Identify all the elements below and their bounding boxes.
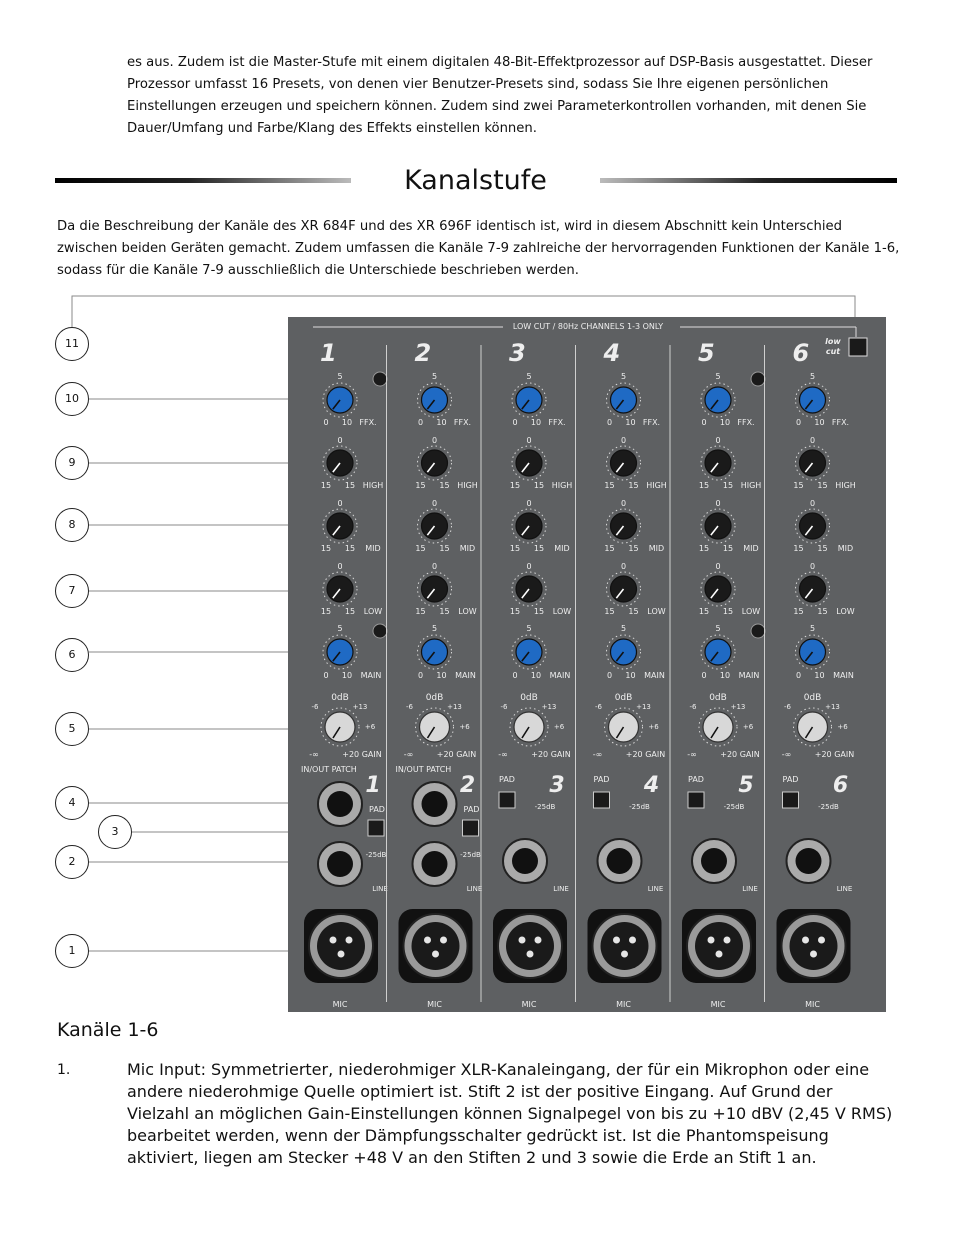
- callout-3: 3: [98, 815, 132, 849]
- ch5-xlr-socket: [695, 922, 743, 970]
- ch1-low-min-label: 15: [320, 607, 332, 616]
- ch6-line-jack: [796, 848, 822, 874]
- ch5-gain-min-label: -∞: [687, 750, 697, 759]
- ch6-high-min-label: 15: [793, 481, 804, 490]
- ch6-xlr-pin-2: [818, 937, 825, 944]
- ch1-pad-button: [368, 820, 384, 836]
- callout-8: 8: [55, 508, 89, 542]
- ch5-high-min-label: 15: [698, 481, 710, 490]
- ch1-high-zero-label: 0: [337, 436, 343, 445]
- ch3-high-label: HIGH: [551, 481, 573, 490]
- ch5-low-label: LOW: [741, 607, 761, 616]
- ch6-high-max-label: 15: [817, 481, 828, 490]
- ch5-xlr-pin-1: [708, 937, 715, 944]
- ch4-mid-label: MID: [648, 544, 665, 553]
- ch3-fx-max-label: 10: [530, 418, 542, 427]
- ch3-mid-max-label: 15: [533, 544, 545, 553]
- ch1-mic-label: MIC: [332, 1000, 348, 1009]
- section-title: Kanalstufe: [404, 165, 547, 196]
- ch1-main-mid-label: 5: [337, 624, 343, 633]
- ch6-fx-max-label: 10: [814, 418, 825, 427]
- ch2-mid-min-label: 15: [415, 544, 426, 553]
- callout-4: 4: [55, 786, 89, 820]
- ch6-mid-min-label: 15: [793, 544, 804, 553]
- ch5-xlr-pin-2: [724, 937, 731, 944]
- ch5-number-lower: 5: [738, 773, 754, 798]
- ch6-fx-mid-label: 5: [809, 372, 816, 381]
- ch4-high-zero-label: 0: [620, 436, 627, 445]
- ch2-xlr-socket: [412, 922, 460, 970]
- ch5-mic-label: MIC: [710, 1000, 726, 1009]
- ch2-gain-plus6-label: +6: [459, 723, 470, 731]
- ch3-low-label: LOW: [552, 607, 572, 616]
- callout-10: 10: [55, 382, 89, 416]
- ch2-gain-zero-label: 0dB: [425, 693, 444, 703]
- ch4-gain-zero-label: 0dB: [614, 693, 633, 703]
- ch3-high-max-label: 15: [533, 481, 545, 490]
- ch2-line-label: LINE: [466, 885, 483, 893]
- ch1-line-label: LINE: [372, 885, 388, 893]
- ch6-high-label: HIGH: [835, 481, 856, 490]
- ch3-gain-plus13-label: +13: [541, 703, 557, 711]
- callout-7: 7: [55, 574, 89, 608]
- lowcut-label-1: low: [825, 337, 841, 346]
- ch1-screw: [373, 372, 387, 386]
- ch6-fx-min-label: 0: [795, 418, 802, 427]
- ch4-main-mid-label: 5: [620, 624, 627, 633]
- ch2-gain-min-label: -∞: [403, 750, 414, 759]
- ch5-main-label: MAIN: [738, 671, 760, 680]
- list-item-text: Mic Input: Symmetrierter, niederohmiger XLR-Kanaleingang, der für ein Mikrophon oder eine andere niederohmige Quelle optimiert ist. Stift 2 ist der positive Eingang. Auf Grund der Vielzahl an möglichen Gain-Einstellungen können Signalpegel von bis zu +10 dBV (2,45 V RMS) bearbeitet werden, wenn der Dämpfungsschalter gedrückt ist. Ist die Phantomspeisung aktiviert, liegen am Stecker +48 V an den Stiften 2 und 3 sowie die Erde an Stift 1 an.: [127, 1060, 893, 1167]
- ch4-gain-min-label: -∞: [592, 750, 603, 759]
- ch2-gain-minus-label: -6: [406, 703, 413, 711]
- ch4-xlr-pin-1: [613, 937, 620, 944]
- ch6-pad-button: [783, 792, 799, 808]
- ch3-number: 3: [509, 339, 526, 367]
- ch4-xlr-socket: [601, 922, 649, 970]
- ch3-xlr-pin-1: [519, 937, 526, 944]
- ch4-fx-label: FFX.: [642, 418, 661, 427]
- ch6-mic-label: MIC: [805, 1000, 820, 1009]
- ch2-main-label: MAIN: [455, 671, 476, 680]
- ch6-pad-value: -25dB: [818, 803, 839, 811]
- ch2-line-jack: [422, 851, 448, 877]
- ch3-fx-mid-label: 5: [526, 372, 532, 381]
- ch1-low-max-label: 15: [344, 607, 356, 616]
- ch1-mid-max-label: 15: [344, 544, 356, 553]
- ch4-fx-max-label: 10: [625, 418, 636, 427]
- ch3-gain-plus6-label: +6: [553, 723, 565, 731]
- lowcut-button: [849, 338, 867, 356]
- ch2-pad-value: -25dB: [460, 851, 481, 859]
- ch5-mid-zero-label: 0: [715, 499, 721, 508]
- ch2-pad-button: [463, 820, 479, 836]
- lowcut-top-label: LOW CUT / 80Hz CHANNELS 1-3 ONLY: [512, 322, 664, 331]
- section-text: Da die Beschreibung der Kanäle des XR 684F und des XR 696F identisch ist, wird in diesem Abschnitt kein Unterschied zwischen beiden Geräten gemacht. Zudem umfassen die Kanäle 7-9 zahlreiche der hervorragenden Funktionen der Kanäle 1-6, sodass für die Kanäle 7-9 ausschließlich die Unterschiede beschrieben werden.: [57, 219, 900, 278]
- ch3-low-zero-label: 0: [526, 562, 532, 571]
- ch2-gain-plus13-label: +13: [447, 703, 462, 711]
- ch2-mic-label: MIC: [427, 1000, 442, 1009]
- ch4-line-jack: [607, 848, 633, 874]
- callout-2: 2: [55, 845, 89, 879]
- callout-6: 6: [55, 638, 89, 672]
- ch1-high-max-label: 15: [344, 481, 356, 490]
- callout-9: 9: [55, 446, 89, 480]
- ch3-pad-button: [499, 792, 515, 808]
- ch6-low-min-label: 15: [793, 607, 804, 616]
- ch1-number: 1: [320, 339, 337, 367]
- ch1-fx-min-label: 0: [323, 418, 329, 427]
- ch1-pad-label: PAD: [369, 805, 385, 814]
- ch5-screw-2: [751, 624, 765, 638]
- ch3-fx-label: FFX.: [548, 418, 566, 427]
- ch5-line-jack: [701, 848, 727, 874]
- ch6-high-zero-label: 0: [809, 436, 816, 445]
- ch4-high-label: HIGH: [646, 481, 667, 490]
- ch3-low-min-label: 15: [509, 607, 521, 616]
- ch2-fx-label: FFX.: [453, 418, 472, 427]
- ch2-low-max-label: 15: [439, 607, 450, 616]
- ch3-xlr-pin-3: [527, 951, 534, 958]
- ch6-mid-zero-label: 0: [809, 499, 816, 508]
- ch2-number-lower: 2: [459, 773, 476, 798]
- callout-5: 5: [55, 712, 89, 746]
- ch5-pad-label: PAD: [688, 775, 704, 784]
- ch4-low-zero-label: 0: [620, 562, 627, 571]
- ch1-line-jack: [327, 851, 353, 877]
- ch2-main-max-label: 10: [436, 671, 447, 680]
- ch3-pad-value: -25dB: [534, 803, 556, 811]
- ch5-high-max-label: 15: [722, 481, 734, 490]
- ch4-low-label: LOW: [647, 607, 666, 616]
- ch6-mid-label: MID: [837, 544, 854, 553]
- ch1-gain-label: +20 GAIN: [342, 750, 382, 759]
- ch4-number-lower: 4: [643, 773, 660, 798]
- ch6-low-max-label: 15: [817, 607, 828, 616]
- ch5-pad-value: -25dB: [723, 803, 745, 811]
- ch6-line-label: LINE: [836, 885, 853, 893]
- ch3-main-mid-label: 5: [526, 624, 532, 633]
- ch2-number: 2: [414, 339, 432, 367]
- ch3-mid-zero-label: 0: [526, 499, 532, 508]
- ch1-main-min-label: 0: [323, 671, 329, 680]
- ch6-gain-label: +20 GAIN: [814, 750, 855, 759]
- ch1-main-max-label: 10: [341, 671, 353, 680]
- ch3-mid-min-label: 15: [509, 544, 521, 553]
- ch3-xlr-socket: [506, 922, 554, 970]
- ch1-mid-label: MID: [365, 544, 381, 553]
- ch6-fx-label: FFX.: [831, 418, 850, 427]
- ch5-main-min-label: 0: [701, 671, 707, 680]
- ch4-main-label: MAIN: [644, 671, 665, 680]
- ch2-pad-label: PAD: [463, 805, 480, 814]
- ch2-mid-max-label: 15: [439, 544, 450, 553]
- ch1-mid-min-label: 15: [320, 544, 332, 553]
- ch6-low-label: LOW: [836, 607, 855, 616]
- ch1-gain-plus13-label: +13: [352, 703, 368, 711]
- ch5-mid-max-label: 15: [722, 544, 734, 553]
- ch2-low-zero-label: 0: [431, 562, 438, 571]
- channel-strip-panel: [288, 317, 886, 1012]
- ch3-gain-label: +20 GAIN: [531, 750, 571, 759]
- ch5-fx-mid-label: 5: [715, 372, 721, 381]
- ch4-mid-zero-label: 0: [620, 499, 627, 508]
- ch5-number: 5: [698, 339, 715, 367]
- ch1-number-lower: 1: [365, 773, 381, 798]
- subsection-title: Kanäle 1-6: [57, 1019, 159, 1041]
- ch5-fx-max-label: 10: [719, 418, 731, 427]
- ch1-mid-zero-label: 0: [337, 499, 343, 508]
- ch1-gain-plus6-label: +6: [364, 723, 376, 731]
- ch6-low-zero-label: 0: [809, 562, 816, 571]
- lowcut-label-2: cut: [825, 347, 841, 356]
- ch4-pad-value: -25dB: [629, 803, 650, 811]
- ch4-fx-min-label: 0: [606, 418, 613, 427]
- ch1-xlr-pin-2: [346, 937, 353, 944]
- ch4-main-max-label: 10: [625, 671, 636, 680]
- ch3-high-min-label: 15: [509, 481, 521, 490]
- ch5-low-zero-label: 0: [715, 562, 721, 571]
- callout-1: 1: [55, 934, 89, 968]
- ch5-main-mid-label: 5: [715, 624, 721, 633]
- ch4-gain-label: +20 GAIN: [625, 750, 666, 759]
- ch6-main-max-label: 10: [814, 671, 825, 680]
- ch1-screw-2: [373, 624, 387, 638]
- ch6-main-min-label: 0: [795, 671, 802, 680]
- ch3-gain-minus-label: -6: [500, 703, 508, 711]
- ch2-high-zero-label: 0: [431, 436, 438, 445]
- ch2-mid-label: MID: [459, 544, 476, 553]
- ch4-low-min-label: 15: [604, 607, 615, 616]
- ch1-main-label: MAIN: [360, 671, 382, 680]
- ch6-xlr-pin-3: [810, 951, 817, 958]
- ch3-gain-min-label: -∞: [498, 750, 508, 759]
- ch2-main-min-label: 0: [417, 671, 424, 680]
- ch2-low-label: LOW: [458, 607, 477, 616]
- list-item-number: 1.: [57, 1062, 71, 1078]
- ch4-pad-button: [594, 792, 610, 808]
- ch5-mid-min-label: 15: [698, 544, 710, 553]
- ch5-gain-plus6-label: +6: [742, 723, 754, 731]
- ch3-mic-label: MIC: [521, 1000, 537, 1009]
- ch4-low-max-label: 15: [628, 607, 639, 616]
- ch2-high-max-label: 15: [439, 481, 450, 490]
- ch6-gain-plus13-label: +13: [825, 703, 840, 711]
- ch1-low-label: LOW: [363, 607, 383, 616]
- ch1-low-zero-label: 0: [337, 562, 343, 571]
- ch3-gain-zero-label: 0dB: [520, 693, 538, 703]
- ch6-gain-zero-label: 0dB: [803, 693, 822, 703]
- ch2-patch-label: IN/OUT PATCH: [395, 765, 452, 774]
- ch4-mid-min-label: 15: [604, 544, 615, 553]
- ch4-gain-minus-label: -6: [595, 703, 602, 711]
- ch4-fx-mid-label: 5: [620, 372, 627, 381]
- ch3-pad-label: PAD: [499, 775, 515, 784]
- ch6-xlr-pin-1: [802, 937, 809, 944]
- ch1-high-min-label: 15: [320, 481, 332, 490]
- ch3-line-jack: [512, 848, 538, 874]
- ch2-xlr-pin-1: [424, 937, 431, 944]
- ch5-gain-minus-label: -6: [689, 703, 697, 711]
- ch5-low-min-label: 15: [698, 607, 710, 616]
- ch2-fx-mid-label: 5: [431, 372, 438, 381]
- ch5-mid-label: MID: [743, 544, 759, 553]
- ch5-high-label: HIGH: [740, 481, 762, 490]
- ch1-fx-max-label: 10: [341, 418, 353, 427]
- ch6-number-lower: 6: [832, 773, 849, 798]
- ch1-xlr-socket: [317, 922, 365, 970]
- callout-11: 11: [55, 327, 89, 361]
- ch2-high-label: HIGH: [457, 481, 478, 490]
- ch1-xlr-pin-1: [330, 937, 337, 944]
- ch3-number-lower: 3: [549, 773, 565, 798]
- ch4-main-min-label: 0: [606, 671, 613, 680]
- ch5-xlr-pin-3: [716, 951, 723, 958]
- ch3-main-min-label: 0: [512, 671, 518, 680]
- ch2-fx-max-label: 10: [436, 418, 447, 427]
- ch1-gain-min-label: -∞: [309, 750, 319, 759]
- ch3-line-label: LINE: [553, 885, 569, 893]
- ch1-patch-label: IN/OUT PATCH: [301, 765, 357, 774]
- ch4-line-label: LINE: [647, 885, 664, 893]
- ch4-pad-label: PAD: [593, 775, 610, 784]
- ch3-low-max-label: 15: [533, 607, 545, 616]
- ch6-gain-minus-label: -6: [784, 703, 791, 711]
- ch4-high-min-label: 15: [604, 481, 615, 490]
- ch2-fx-min-label: 0: [417, 418, 424, 427]
- ch6-gain-plus6-label: +6: [837, 723, 848, 731]
- ch2-xlr-pin-2: [440, 937, 447, 944]
- ch5-line-label: LINE: [742, 885, 758, 893]
- ch6-main-mid-label: 5: [809, 624, 816, 633]
- ch4-xlr-pin-2: [629, 937, 636, 944]
- ch2-gain-label: +20 GAIN: [436, 750, 477, 759]
- ch6-gain-min-label: -∞: [781, 750, 792, 759]
- ch3-fx-min-label: 0: [512, 418, 518, 427]
- ch2-main-mid-label: 5: [431, 624, 438, 633]
- ch5-screw: [751, 372, 765, 386]
- ch4-gain-plus6-label: +6: [648, 723, 659, 731]
- ch5-gain-zero-label: 0dB: [709, 693, 727, 703]
- ch5-pad-button: [688, 792, 704, 808]
- ch4-gain-plus13-label: +13: [636, 703, 651, 711]
- ch5-fx-label: FFX.: [737, 418, 755, 427]
- ch5-gain-plus13-label: +13: [730, 703, 746, 711]
- ch1-patch-jack: [327, 791, 353, 817]
- ch2-patch-jack: [422, 791, 448, 817]
- ch6-mid-max-label: 15: [817, 544, 828, 553]
- ch3-mid-label: MID: [554, 544, 570, 553]
- ch6-xlr-socket: [790, 922, 838, 970]
- ch1-gain-zero-label: 0dB: [331, 693, 349, 703]
- ch6-pad-label: PAD: [782, 775, 799, 784]
- ch4-xlr-pin-3: [621, 951, 628, 958]
- ch6-number: 6: [792, 339, 810, 367]
- ch5-low-max-label: 15: [722, 607, 734, 616]
- ch1-high-label: HIGH: [362, 481, 384, 490]
- ch2-xlr-pin-3: [432, 951, 439, 958]
- ch4-mid-max-label: 15: [628, 544, 639, 553]
- ch1-xlr-pin-3: [338, 951, 345, 958]
- ch2-mid-zero-label: 0: [431, 499, 438, 508]
- intro-text: es aus. Zudem ist die Master-Stufe mit einem digitalen 48-Bit-Effektprozessor auf DSP-Basis ausgestattet. Dieser Prozessor umfasst 16 Presets, von denen vier Benutzer-Presets sind, sodass Sie Ihre eigenen persönlichen Einstellungen erzeugen und speichern können. Zudem sind zwei Parameterkontrollen vorhanden, mit denen Sie Dauer/Umfang und Farbe/Klang des Effekts einstellen können.: [127, 55, 873, 136]
- ch4-high-max-label: 15: [628, 481, 639, 490]
- ch1-pad-value: -25dB: [365, 851, 387, 859]
- ch3-main-max-label: 10: [530, 671, 542, 680]
- ch1-gain-minus-label: -6: [311, 703, 319, 711]
- ch1-fx-label: FFX.: [359, 418, 377, 427]
- ch3-xlr-pin-2: [535, 937, 542, 944]
- ch2-low-min-label: 15: [415, 607, 426, 616]
- ch4-mic-label: MIC: [616, 1000, 631, 1009]
- ch3-high-zero-label: 0: [526, 436, 532, 445]
- ch5-fx-min-label: 0: [701, 418, 707, 427]
- ch5-gain-label: +20 GAIN: [720, 750, 760, 759]
- ch3-main-label: MAIN: [549, 671, 571, 680]
- ch6-main-label: MAIN: [833, 671, 854, 680]
- ch5-main-max-label: 10: [719, 671, 731, 680]
- ch4-number: 4: [603, 339, 621, 367]
- ch1-fx-mid-label: 5: [337, 372, 343, 381]
- ch2-high-min-label: 15: [415, 481, 426, 490]
- ch5-high-zero-label: 0: [715, 436, 721, 445]
